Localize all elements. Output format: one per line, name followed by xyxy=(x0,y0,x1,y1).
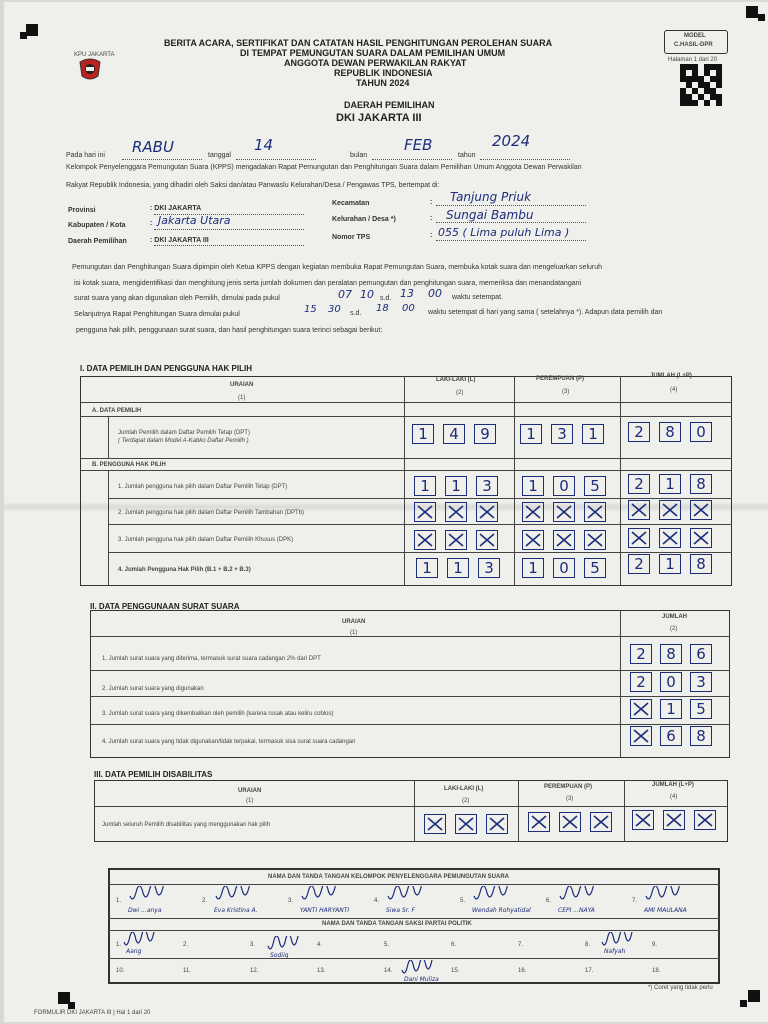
table-rule xyxy=(404,376,405,586)
saksi-number: 12. xyxy=(250,968,259,974)
number-cell xyxy=(584,502,606,522)
number-cell: 1 xyxy=(412,424,434,444)
number-cell: 1 xyxy=(447,558,469,578)
saksi-name: Aang xyxy=(126,948,142,955)
kelurahan-value: Sungai Bambu xyxy=(446,208,534,222)
dapil-label: DAERAH PEMILIHAN xyxy=(344,100,435,110)
table-rule xyxy=(94,806,728,807)
number-cell xyxy=(486,814,508,834)
title-line-3: ANGGOTA DEWAN PERWAKILAN RAKYAT xyxy=(284,58,467,68)
number-cell: 3 xyxy=(476,476,498,496)
intro-line-2: Rakyat Republik Indonesia, yang dihadiri oleh Saksi dan/atau Panwaslu Kelurahan/Desa / Pengawas TPS, bertempat di: xyxy=(66,182,440,189)
start-hour: 07 xyxy=(338,288,352,301)
title-line-4: REPUBLIK INDONESIA xyxy=(334,68,433,78)
count-hour: 15 xyxy=(304,304,317,315)
number-cell xyxy=(528,812,550,832)
footnote: *) Coret yang tidak perlu xyxy=(648,985,713,991)
registration-mark xyxy=(68,1002,75,1009)
number-cell xyxy=(476,530,498,550)
col-number: (4) xyxy=(670,387,678,393)
col-laki: LAKI-LAKI (L) xyxy=(444,786,484,792)
table-rule xyxy=(108,930,720,931)
bulan-value: FEB xyxy=(404,136,433,154)
number-cell: 1 xyxy=(582,424,604,444)
kpps-signature xyxy=(644,886,684,909)
dotted-line xyxy=(122,159,202,160)
tps-value: 055 ( Lima puluh Lima ) xyxy=(438,226,570,239)
number-cell: 1 xyxy=(522,476,544,496)
number-cell: 2 xyxy=(628,554,650,574)
kpu-logo xyxy=(76,54,104,86)
dotted-line xyxy=(436,205,586,206)
number-cell: 0 xyxy=(690,422,712,442)
number-cell xyxy=(414,502,436,522)
number-cell xyxy=(476,502,498,522)
kelurahan-label: Kelurahan / Desa *) xyxy=(332,216,396,223)
number-cell xyxy=(630,699,652,719)
table-rule xyxy=(80,470,732,471)
registration-mark xyxy=(740,1000,747,1007)
number-cell: 8 xyxy=(659,422,681,442)
table-rule xyxy=(108,552,732,553)
row-b3-label: 3. Jumlah pengguna hak pilih dalam Daftar Pemilih Khusus (DPK) xyxy=(118,537,294,543)
table-rule xyxy=(108,470,109,586)
kpps-name: YANTI HARYANTI xyxy=(300,907,350,914)
day-label: Pada hari ini xyxy=(66,152,105,159)
table-rule xyxy=(108,884,720,885)
table-rule xyxy=(80,416,732,417)
saksi-number: 1. xyxy=(116,942,122,948)
col-number: (2) xyxy=(462,798,470,804)
kpps-number: 1. xyxy=(116,898,122,904)
registration-mark xyxy=(748,990,760,1002)
number-cell xyxy=(663,810,685,830)
bottom-code: FORMULIR DKI JAKARTA III | Hal 1 dari 20 xyxy=(34,1010,151,1016)
number-cell: 9 xyxy=(474,424,496,444)
number-cell xyxy=(690,528,712,548)
col-number: (2) xyxy=(670,626,678,632)
col-uraian: URAIAN xyxy=(238,788,262,794)
kpps-signature xyxy=(558,886,598,909)
section-2-title: II. DATA PENGGUNAAN SURAT SUARA xyxy=(90,602,240,611)
col-uraian: URAIAN xyxy=(230,382,254,388)
count-minute: 30 xyxy=(328,304,341,315)
col-number: (3) xyxy=(562,389,570,395)
col-jumlah: JUMLAH (L+P) xyxy=(652,782,694,788)
provinsi-label: Provinsi xyxy=(68,207,96,214)
number-cell xyxy=(659,500,681,520)
kpps-name: Dwi ...anya xyxy=(128,907,162,914)
table-rule xyxy=(90,724,730,725)
row-a1-label: Jumlah Pemilih dalam Daftar Pemilih Tetap (DPT) xyxy=(118,430,250,436)
bulan-label: bulan xyxy=(350,152,368,159)
kabupaten-label: Kabupaten / Kota xyxy=(68,222,126,229)
saksi-name: Nafyah xyxy=(604,948,626,955)
table-rule xyxy=(80,458,732,459)
number-cell: 0 xyxy=(553,558,575,578)
saksi-number: 16. xyxy=(518,968,527,974)
colon: : xyxy=(430,215,433,222)
kpps-signature xyxy=(472,886,512,909)
daerah-label: Daerah Pemilihan xyxy=(68,238,127,245)
row-b2-label: 2. Jumlah pengguna hak pilih dalam Daftar Pemilih Tambahan (DPTb) xyxy=(118,510,304,516)
qr-code xyxy=(680,64,722,106)
number-cell: 8 xyxy=(690,474,712,494)
title-line-2: DI TEMPAT PEMUNGUTAN SUARA DALAM PEMILIHAN UMUM xyxy=(240,48,506,58)
saksi-number: 13. xyxy=(317,968,326,974)
number-cell: 8 xyxy=(660,644,682,664)
saksi-name: Sodiiq xyxy=(270,952,289,959)
procedure-line-4a: Selanjutnya Rapat Penghitungan Suara dimulai pukul xyxy=(74,311,240,318)
saksi-number: 5. xyxy=(384,942,390,948)
provinsi-value: : DKI JAKARTA xyxy=(150,205,202,212)
row-a1-sublabel: ( Terdapat dalam Model A-Kabko Daftar Pemilih ) xyxy=(118,438,249,444)
row-b4-label: 4. Jumlah Pengguna Hak Pilih (B.1 + B.2 + B.3) xyxy=(118,567,251,573)
count-end-hour: 18 xyxy=(376,303,389,314)
table-rule xyxy=(90,670,730,671)
end-minute: 00 xyxy=(428,287,442,300)
number-cell: 5 xyxy=(584,476,606,496)
ballot-document xyxy=(4,2,768,1022)
logo-text: KPU JAKARTA xyxy=(74,52,115,58)
kpps-signature xyxy=(300,886,340,909)
usage-row-4-label: 4. Jumlah surat suara yang tidak digunakan/tidak terpakai, termasuk sisa surat suara cadangan xyxy=(102,739,356,745)
number-cell: 6 xyxy=(660,726,682,746)
col-laki: LAKI-LAKI (L) xyxy=(436,377,476,383)
kpps-number: 3. xyxy=(288,898,294,904)
number-cell: 5 xyxy=(584,558,606,578)
saksi-number: 15. xyxy=(451,968,460,974)
usage-row-2-label: 2. Jumlah surat suara yang digunakan xyxy=(102,686,204,692)
table-rule xyxy=(514,376,515,586)
kpps-number: 5. xyxy=(460,898,466,904)
number-cell xyxy=(522,530,544,550)
intro-line-1: Kelompok Penyelenggara Pemungutan Suara (KPPS) mengadakan Rapat Pemungutan dan Penghitungan Suara dalam Pemilihan Umum Anggota Dewan Perwakilan xyxy=(66,164,582,171)
section-1-title: I. DATA PEMILIH DAN PENGGUNA HAK PILIH xyxy=(80,364,252,373)
tanggal-value: 14 xyxy=(254,136,274,154)
col-number: (1) xyxy=(238,395,246,401)
count-end-minute: 00 xyxy=(402,303,415,314)
number-cell: 3 xyxy=(478,558,500,578)
number-cell: 8 xyxy=(690,554,712,574)
col-number: (1) xyxy=(246,798,254,804)
colon: : xyxy=(430,199,433,206)
number-cell xyxy=(559,812,581,832)
dapil-value: DKI JAKARTA III xyxy=(336,112,422,124)
number-cell: 3 xyxy=(551,424,573,444)
procedure-line-5: pengguna hak pilih, penggunaan surat suara, dan hasil penghitungan suara terinci sebagai berikut: xyxy=(76,327,383,334)
dotted-line xyxy=(372,159,452,160)
kpps-signature-title: NAMA DAN TANDA TANGAN KELOMPOK PENYELENGGARA PEMUNGUTAN SUARA xyxy=(268,874,509,880)
saksi-number: 9. xyxy=(652,942,658,948)
start-minute: 10 xyxy=(360,288,374,301)
number-cell xyxy=(659,528,681,548)
col-number: (4) xyxy=(670,794,678,800)
number-cell xyxy=(455,814,477,834)
kpps-signature xyxy=(128,886,168,909)
number-cell: 1 xyxy=(660,699,682,719)
saksi-number: 2. xyxy=(183,942,189,948)
tanggal-label: tanggal xyxy=(208,152,231,159)
number-cell: 1 xyxy=(659,474,681,494)
number-cell: 4 xyxy=(443,424,465,444)
registration-mark xyxy=(26,24,38,36)
saksi-number: 4. xyxy=(317,942,323,948)
dotted-line xyxy=(154,229,304,230)
colon: : xyxy=(430,232,433,239)
disability-row-label: Jumlah seluruh Pemilih disabilitas yang menggunakan hak pilih xyxy=(102,822,271,828)
number-cell xyxy=(690,500,712,520)
model-label: MODEL xyxy=(684,33,706,39)
kpps-number: 7. xyxy=(632,898,638,904)
registration-mark xyxy=(746,6,758,18)
saksi-number: 3. xyxy=(250,942,256,948)
kecamatan-label: Kecamatan xyxy=(332,200,370,207)
tahun-label: tahun xyxy=(458,152,476,159)
kpps-signature xyxy=(214,886,254,909)
number-cell xyxy=(590,812,612,832)
table-rule xyxy=(624,780,625,842)
daerah-value: : DKI JAKARTA III xyxy=(150,237,209,244)
number-cell: 3 xyxy=(690,672,712,692)
subsection-a-title: A. DATA PEMILIH xyxy=(92,408,142,414)
number-cell: 2 xyxy=(628,474,650,494)
col-number: (3) xyxy=(566,796,574,802)
end-hour: 13 xyxy=(400,287,414,300)
saksi-number: 18. xyxy=(652,968,661,974)
saksi-number: 11. xyxy=(183,968,191,974)
kpps-name: AMI MAULANA xyxy=(644,907,687,914)
kabupaten-value: Jakarta Utara xyxy=(158,214,231,227)
procedure-line-3b: waktu setempat. xyxy=(452,294,503,301)
kpps-number: 2. xyxy=(202,898,208,904)
number-cell: 1 xyxy=(659,554,681,574)
number-cell xyxy=(522,502,544,522)
saksi-number: 7. xyxy=(518,942,524,948)
number-cell xyxy=(628,500,650,520)
number-cell xyxy=(630,726,652,746)
dotted-line xyxy=(236,159,316,160)
table-rule xyxy=(108,918,720,919)
number-cell xyxy=(584,530,606,550)
saksi-name: Dani Muliza xyxy=(404,976,439,983)
number-cell: 1 xyxy=(520,424,542,444)
dotted-line xyxy=(436,240,586,241)
kpps-number: 4. xyxy=(374,898,380,904)
table-rule xyxy=(80,402,732,403)
title-line-1: BERITA ACARA, SERTIFIKAT DAN CATATAN HASIL PENGHITUNGAN PEROLEHAN SUARA xyxy=(164,38,553,48)
dotted-line xyxy=(436,222,586,223)
number-cell: 2 xyxy=(628,422,650,442)
procedure-line-4b: waktu setempat di hari yang sama ( setelahnya *). Adapun data pemilih dan xyxy=(428,309,663,316)
subsection-b-title: B. PENGGUNA HAK PILIH xyxy=(92,462,166,468)
number-cell xyxy=(445,530,467,550)
number-cell xyxy=(628,528,650,548)
col-perempuan: PEREMPUAN (P) xyxy=(536,376,585,382)
registration-mark xyxy=(758,14,765,21)
saksi-signature-title: NAMA DAN TANDA TANGAN SAKSI PARTAI POLITIK xyxy=(322,921,472,927)
number-cell: 5 xyxy=(690,699,712,719)
number-cell xyxy=(414,530,436,550)
number-cell: 0 xyxy=(660,672,682,692)
row-b1-label: 1. Jumlah pengguna hak pilih dalam Daftar Pemilih Tetap (DPT) xyxy=(118,484,288,490)
model-code: C.HASIL-DPR xyxy=(674,42,713,48)
col-jumlah: JUMLAH (L+P) xyxy=(650,373,692,379)
colon: : xyxy=(150,220,153,227)
number-cell xyxy=(553,502,575,522)
dotted-line xyxy=(154,245,304,246)
usage-row-3-label: 3. Jumlah surat suara yang dikembalikan oleh pemilih (karena rusak atau keliru coblos) xyxy=(102,711,334,717)
col-uraian: URAIAN xyxy=(342,619,366,625)
tahun-value: 2024 xyxy=(492,132,531,150)
number-cell xyxy=(694,810,716,830)
table-rule xyxy=(108,416,109,458)
table-rule xyxy=(108,524,732,525)
saksi-number: 14. xyxy=(384,968,393,974)
sd-text-2: s.d. xyxy=(350,310,362,317)
title-line-5: TAHUN 2024 xyxy=(356,78,410,88)
number-cell: 2 xyxy=(630,644,652,664)
number-cell: 1 xyxy=(414,476,436,496)
number-cell: 8 xyxy=(690,726,712,746)
table-rule xyxy=(620,376,621,586)
saksi-number: 10. xyxy=(116,968,125,974)
usage-row-1-label: 1. Jumlah surat suara yang diterima, termasuk surat suara cadangan 2% dari DPT xyxy=(102,656,321,662)
table-rule xyxy=(108,498,732,499)
number-cell xyxy=(553,530,575,550)
table-rule xyxy=(414,780,415,842)
procedure-line-2: isi kotak suara, mengidentifikasi dan menghitung jenis serta jumlah dokumen dan peralatan pemungutan dan penghitungan suara, memeriksa dan menandatangani xyxy=(74,280,582,287)
kecamatan-value: Tanjung Priuk xyxy=(450,190,532,204)
saksi-number: 17. xyxy=(585,968,594,974)
tps-label: Nomor TPS xyxy=(332,234,371,241)
procedure-line-3a: surat suara yang akan digunakan oleh Pemilih, dimulai pada pukul xyxy=(74,295,280,302)
col-number: (2) xyxy=(456,390,464,396)
saksi-number: 8. xyxy=(585,942,591,948)
col-jumlah: JUMLAH xyxy=(662,614,687,620)
table-rule xyxy=(108,958,720,959)
number-cell: 1 xyxy=(445,476,467,496)
number-cell: 2 xyxy=(630,672,652,692)
section-3-title: III. DATA PEMILIH DISABILITAS xyxy=(94,770,213,779)
kpps-name: Wendah Rohyatidal xyxy=(472,907,531,914)
registration-mark xyxy=(20,32,27,39)
saksi-number: 6. xyxy=(451,942,457,948)
kpps-name: Siwa Sr. F xyxy=(386,907,415,914)
day-value: RABU xyxy=(132,138,174,156)
number-cell: 6 xyxy=(690,644,712,664)
col-perempuan: PEREMPUAN (P) xyxy=(544,784,593,790)
kpps-name: CEPI ...NAYA xyxy=(558,907,595,914)
number-cell: 0 xyxy=(553,476,575,496)
table-rule xyxy=(620,610,621,758)
col-number: (1) xyxy=(350,630,358,636)
kpps-signature xyxy=(386,886,426,909)
kpps-number: 6. xyxy=(546,898,552,904)
dotted-line xyxy=(480,159,570,160)
sd-text: s.d. xyxy=(380,295,392,302)
number-cell: 1 xyxy=(522,558,544,578)
page-label: Halaman 1 dari 20 xyxy=(668,57,718,63)
table-rule xyxy=(90,636,730,637)
table-rule xyxy=(90,696,730,697)
number-cell: 1 xyxy=(416,558,438,578)
procedure-line-1: Pemungutan dan Penghitungan Suara dipimpin oleh Ketua KPPS dengan kegiatan membuka Rapat Pemungutan Suara, membuka kotak suara dan mengeluarkan seluruh xyxy=(72,264,603,271)
number-cell xyxy=(632,810,654,830)
number-cell xyxy=(445,502,467,522)
number-cell xyxy=(424,814,446,834)
table-rule xyxy=(518,780,519,842)
kpps-name: Eva Kristina A. xyxy=(214,907,258,914)
